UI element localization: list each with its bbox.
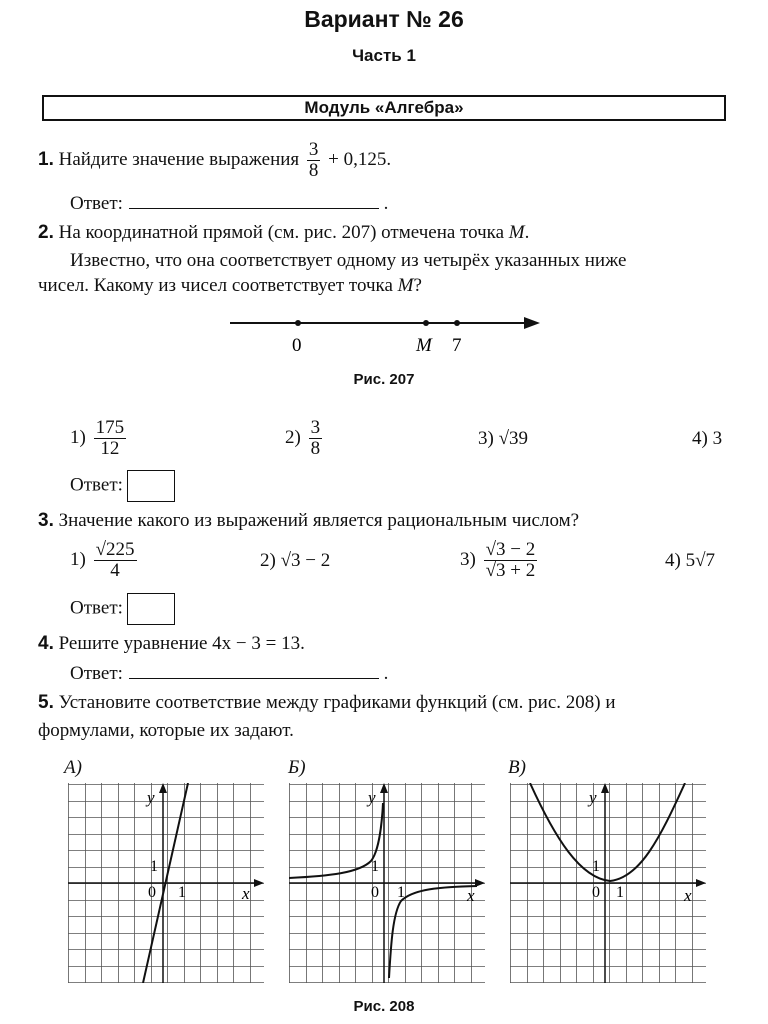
page-title: Вариант № 26 (304, 6, 464, 32)
graph-a (68, 783, 264, 983)
answer-field[interactable] (129, 190, 379, 209)
tick-1-x: 1 (616, 884, 624, 901)
point-label: M (397, 275, 414, 296)
answer-row-1: Ответ: . (70, 190, 388, 215)
x-label: x (467, 886, 475, 905)
question-1 (38, 140, 391, 181)
question-text: Установите соответствие между графиками функций (см. рис. 208) и (58, 692, 616, 713)
label-zero: 0 (292, 335, 302, 356)
origin-label: 0 (371, 884, 379, 901)
fraction-denominator: 8 (310, 437, 321, 459)
graph-b (289, 783, 485, 983)
number-line (225, 305, 555, 365)
option-3-2 (260, 550, 330, 572)
tick-1-x: 1 (178, 884, 186, 901)
option-number: 3) (460, 548, 476, 570)
point-zero (295, 320, 301, 326)
question-text: Найдите значение выражения (58, 148, 300, 170)
origin-label: 0 (592, 884, 600, 901)
question-number: 4. (38, 633, 54, 654)
option-number: 2) (260, 550, 276, 571)
fraction (484, 540, 538, 581)
x-label: x (242, 884, 250, 903)
fraction (307, 140, 321, 181)
answer-row-3 (70, 593, 175, 625)
tick-1-y: 1 (371, 858, 379, 875)
question-5-line2: формулами, которые их задают. (38, 720, 294, 741)
fraction-numerator: √225 (95, 539, 135, 560)
tick-1-y: 1 (150, 858, 158, 875)
question-4 (38, 633, 305, 655)
option-number: 3) (478, 428, 494, 449)
point-m (423, 320, 429, 326)
question-number: 5. (38, 692, 54, 713)
y-label: y (589, 788, 597, 807)
question-2-line1: 2. На координатной прямой (см. рис. 207) отмечена точка M. (38, 222, 530, 243)
tick-1-y: 1 (592, 858, 600, 875)
fraction-numerator: 3 (308, 139, 319, 160)
fraction-numerator: 3 (310, 417, 321, 438)
label-seven: 7 (452, 335, 462, 356)
answer-label: Ответ: (70, 474, 123, 496)
question-number: 3. (38, 510, 54, 531)
fraction-denominator: 12 (100, 437, 120, 459)
figure-caption-207: Рис. 207 (353, 371, 415, 388)
x-label: x (684, 886, 692, 905)
question-number: 1. (38, 148, 54, 170)
arrow-icon (524, 317, 540, 329)
figure-caption-208: Рис. 208 (353, 998, 415, 1015)
option-number: 4) (692, 428, 708, 449)
graph-label-a: А) (64, 757, 82, 778)
question-5-line1 (38, 692, 616, 714)
parabola (530, 783, 685, 881)
question-number: 2. (38, 222, 54, 243)
fraction (94, 540, 137, 581)
answer-label: Ответ: (70, 663, 123, 684)
module-header: Модуль «Алгебра» (42, 95, 726, 121)
point-seven (454, 320, 460, 326)
option-3-1 (70, 540, 140, 581)
answer-row-2 (70, 470, 175, 502)
x-axis-arrow-icon (254, 879, 264, 887)
tick-1-x: 1 (397, 884, 405, 901)
question-text: На координатной прямой (см. рис. 207) отмечена точка (58, 222, 505, 243)
answer-box[interactable] (127, 470, 175, 502)
fraction-numerator: 175 (95, 417, 125, 438)
graph-label-b: Б) (288, 757, 306, 778)
graph-label-v: В) (508, 757, 526, 778)
option-number: 1) (70, 548, 86, 570)
part-title: Часть 1 (352, 46, 416, 65)
option-number: 1) (70, 426, 86, 448)
point-label: M (508, 222, 525, 243)
expression-tail: + 0,125. (328, 148, 392, 170)
question-2-line3: чисел. Какому из чисел соответствует точка M? (38, 275, 422, 296)
option-2-3 (478, 428, 528, 450)
option-value: √39 (498, 428, 529, 449)
question-3 (38, 510, 579, 532)
question-text: Значение какого из выражений является рациональным числом? (58, 510, 580, 531)
fraction-denominator: 8 (308, 159, 319, 181)
option-2-4 (692, 428, 722, 450)
x-axis-arrow-icon (696, 879, 706, 887)
answer-field[interactable] (129, 660, 379, 679)
question-text: чисел. Какому из чисел соответствует точка (38, 275, 393, 296)
fraction (94, 418, 127, 459)
fraction (309, 418, 323, 459)
answer-row-4: Ответ: . (70, 660, 388, 685)
fraction-denominator: √3 + 2 (485, 559, 536, 581)
option-2-2 (285, 418, 325, 459)
answer-label: Ответ: (70, 597, 123, 619)
origin-label: 0 (148, 884, 156, 901)
graph-v (510, 783, 706, 983)
option-3-4 (665, 550, 715, 572)
answer-box[interactable] (127, 593, 175, 625)
hyperbola-branch-left (289, 803, 383, 878)
y-label: y (368, 788, 376, 807)
question-2-line2: Известно, что она соответствует одному из четырёх указанных ниже (70, 250, 627, 271)
option-3-3 (460, 540, 540, 581)
label-m: M (416, 335, 432, 356)
option-value: √3 − 2 (280, 550, 331, 571)
option-value: 3 (712, 428, 723, 449)
fraction-numerator: √3 − 2 (485, 539, 536, 560)
answer-label: Ответ: (70, 193, 123, 214)
question-text: Решите уравнение 4x − 3 = 13. (58, 633, 305, 654)
fraction-denominator: 4 (110, 559, 120, 581)
option-value: 5√7 (685, 550, 716, 571)
option-number: 4) (665, 550, 681, 571)
y-label: y (147, 788, 155, 807)
option-2-1 (70, 418, 129, 459)
option-number: 2) (285, 426, 301, 448)
